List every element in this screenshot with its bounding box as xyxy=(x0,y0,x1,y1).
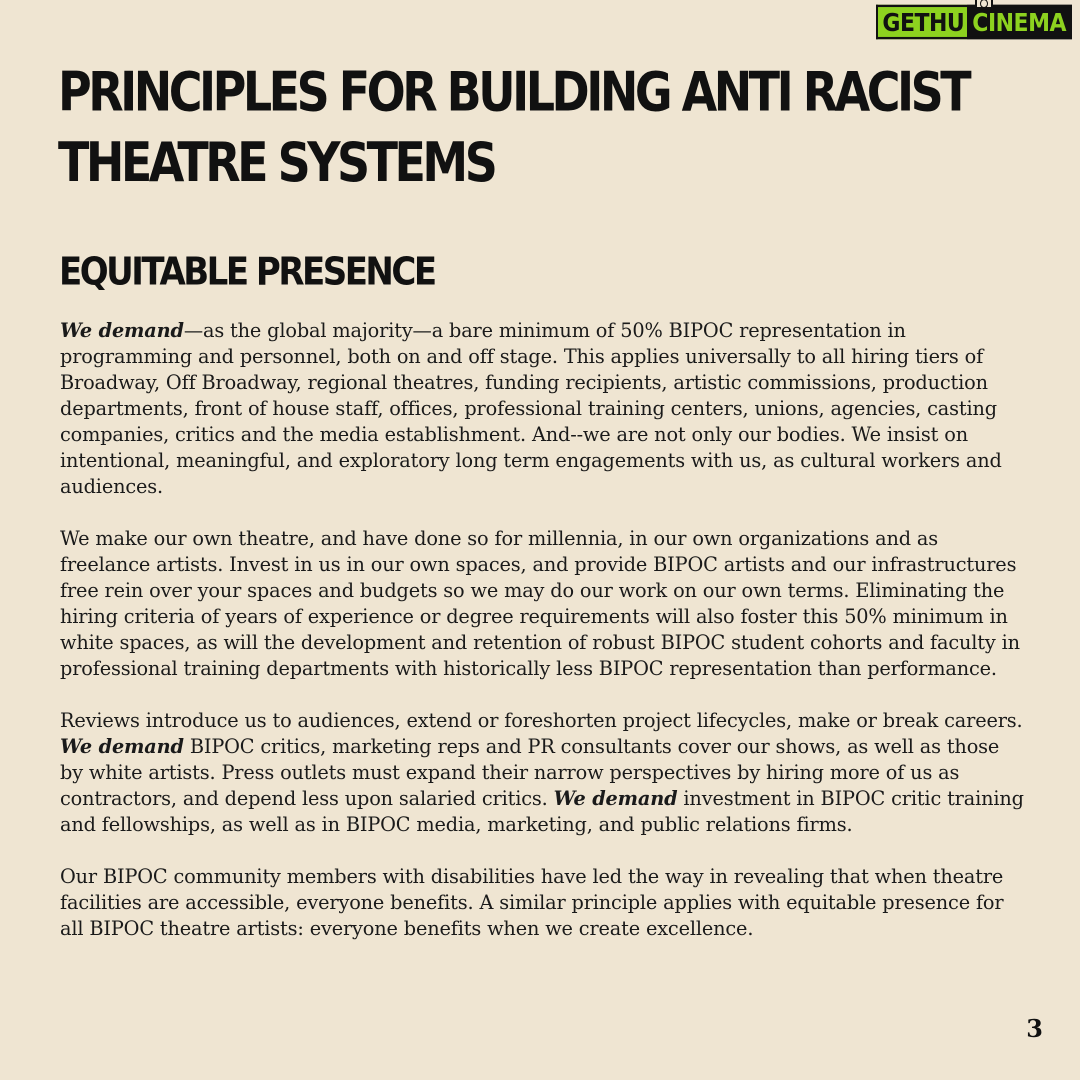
paragraph-1-text: —as the global majority—a bare minimum of 50% BIPOC representation in programming and personnel, both on and off stage. This applies universally to all hiring tiers of Broadway, Off Broadway, regional theatres, funding recipients, artistic commissions, production departments, front of house staff, offices, professional training centers, unions, agencies, casting companies, critics and the media establishment. And--we are not only our bodies. We insist on intentional, meaningful, and exploratory long term engagements with us, as cultural workers and audiences. xyxy=(60,319,1002,498)
we-demand-emphasis: We demand xyxy=(553,787,678,810)
paragraph-3-text-1: Reviews introduce us to audiences, extend or foreshorten project lifecycles, make or break careers. xyxy=(60,709,1023,732)
logo-text-gethu: GETHU xyxy=(876,5,967,40)
page-title: PRINCIPLES FOR BUILDING ANTI RACIST THEATRE SYSTEMS xyxy=(58,59,969,195)
paragraph-3-text-3: investment in BIPOC critic training and fellowships, as well as in BIPOC media, marketing, and public relations firms. xyxy=(60,787,1024,836)
gethu-cinema-logo xyxy=(876,7,1072,37)
page-number: 3 xyxy=(1026,1014,1043,1043)
paragraph-1 xyxy=(60,318,1025,500)
body-text xyxy=(60,318,1025,968)
paragraph-4: Our BIPOC community members with disabilities have led the way in revealing that when theatre facilities are accessible, everyone benefits. A similar principle applies with equitable presence for all BIPOC theatre artists: everyone benefits when we create excellence. xyxy=(60,865,1004,940)
camera-icon xyxy=(975,0,993,9)
we-demand-emphasis: We demand xyxy=(60,735,184,758)
logo-text-cinema-label: CINEMA xyxy=(972,9,1066,39)
section-title: EQUITABLE PRESENCE xyxy=(59,250,435,295)
paragraph-3 xyxy=(60,708,1025,838)
logo-text-cinema xyxy=(967,5,1072,40)
we-demand-emphasis: We demand xyxy=(60,319,184,342)
paragraph-3-text-2: BIPOC critics, marketing reps and PR consultants cover our shows, as well as those by white artists. Press outlets must expand their narrow perspectives by hiring more of us as contractors, and depend less upon salaried critics. xyxy=(60,735,1000,810)
paragraph-2: We make our own theatre, and have done so for millennia, in our own organizations and as freelance artists. Invest in us in our own spaces, and provide BIPOC artists and our infrastructures free rein over your spaces and budgets so we may do our work on our own terms. Eliminating the hiring criteria of years of experience or degree requirements will also foster this 50% minimum in white spaces, as will the development and retention of robust BIPOC student cohorts and faculty in professional training departments with historically less BIPOC representation than performance. xyxy=(60,527,1020,680)
